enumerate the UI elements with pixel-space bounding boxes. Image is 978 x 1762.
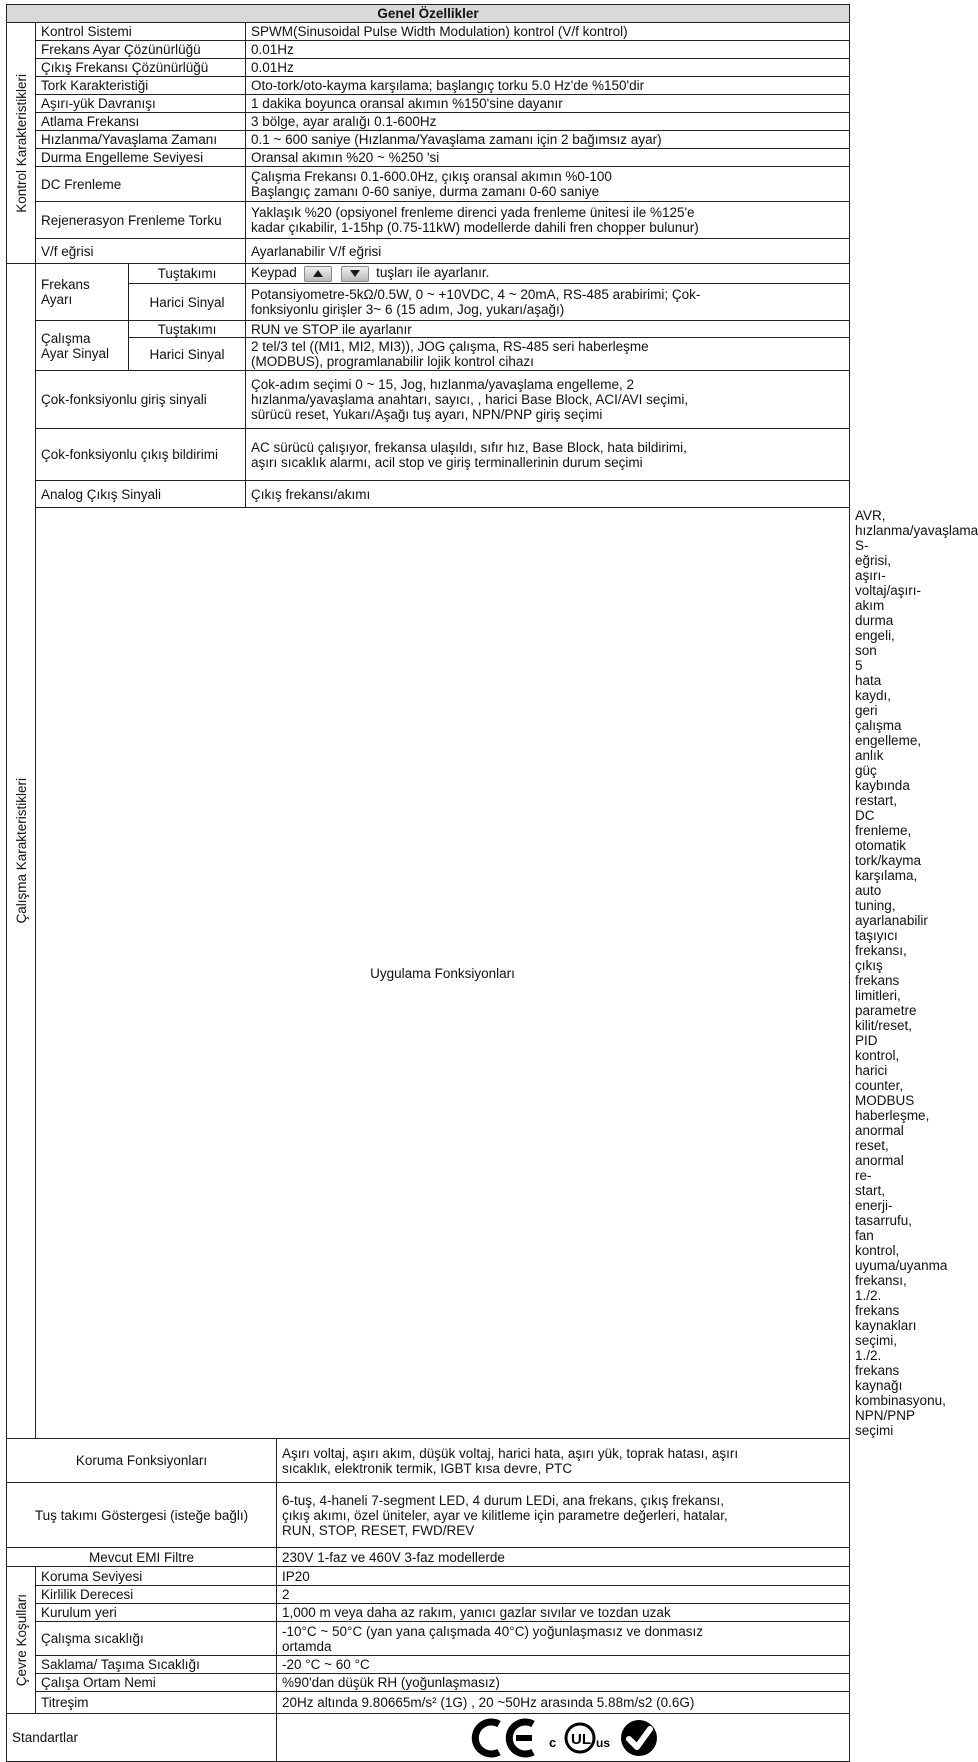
row-value: 0.1 ~ 600 saniye (Hızlanma/Yavaşlama zamanı için 2 bağımsız ayar) [246, 131, 850, 149]
row-value: 0.01Hz [246, 41, 850, 59]
general-specs-table: Genel Özellikler Kontrol Karakteristikleri Kontrol Sistemi SPWM(Sinusoidal Pulse Width Modulation) kontrol (V/f kontrol) Frekans Ayar Çözünürlüğü 0.01Hz Çıkış Frekansı Çözünürlüğü 0.01Hz Tork Karakteristiği Oto-tork/oto-kayma karşılama; başlangıç torku 5.0 Hz'de %150'dir Aşırı-yük Davranışı 1 dakika boyunca oransal akımın %150'sine dayanır Atlama Frekansı 3 bölge, ayar aralığı 0.1-600Hz Hızlanma/Yavaşlama Zamanı 0.1 ~ 600 saniye (Hızlanma/Yavaşlama zamanı için 2 bağımsız ayar) Durma Engelleme Seviyesi Oransal akımın %20 ~ %250 'si DC Frenleme Çalışma Frekansı 0.1-600.0Hz, çıkış oransal akımın %0-100 Başlangıç zamanı 0-60 saniye, durma zamanı 0-60 saniye Rejenerasyon Frenleme Torku Yaklaşık %20 (opsiyonel frenleme direnci yada frenleme ünitesi ile %125'e kadar çıkabilir, 1-15hp (0.75-11kW) modellerde dahili fren chopper bulunur) V/f eğrisi Ayarlanabilir V/f eğrisi Çalışma Karakteristikleri Frekans Ayarı Tuştakımı Keypad tuşları ile ayarlanır. Harici Sinyal Potansiyometre-5kΩ/0.5W, 0 ~ +10VDC, 4 ~ 20mA, RS-485 arabirimi; Çok- fonksiyonlu girişler 3~ 6 (15 adım, Jog, yukarı/aşağı) Çalışma Ayar Sinyal Tuştakımı RUN ve STOP ile ayarlanır Harici Sinyal 2 tel/3 tel ((MI1, MI2, MI3)), JOG çalışma, RS-485 seri haberleşme (MODBUS), programlanabilir lojik kontrol cihazı Çok-fonksiyonlu giriş sinyali Çok-adım seçimi 0 ~ 15, Jog, hızlanma/yavaşlama engelleme, 2 hızlanma/yavaşlama anahtarı, sayıcı, , harici Base Block, ACI/AVI seçimi, sürücü reset, Yukarı/Aşağı tuş ayarı, NPN/PNP giriş seçimi Çok-fonksiyonlu çıkış bildirimi AC sürücü çalışıyor, frekansa ulaşıldı, sıfır hız, Base Block, hata bildirimi, aşırı sıcaklık alarmı, acil stop ve giriş terminallerinin durum seçimi Analog Çıkış Sinyali Çıkış frekansı/akımı Uygulama Fonksiyonları AVR, hızlanma/yavaşlama S-eğrisi, aşırı-voltaj/aşırı-akım durma engeli, son 5 hata kaydı, geri çalışma engelleme, anlık güç kaybında restart, DC frenleme, otomatik tork/kayma karşılama, auto tuning, ayarlanabilir taşıyıcı frekansı, çıkış frekans limitleri, parametre kilit/reset, PID kontrol, harici counter, MODBUS haberleşme, anormal reset, anormal re-start, enerji-tasarrufu, fan kontrol, uyuma/uyanma frekansı, 1./2. frekans kaynakları seçimi, 1./2. frekans kaynağı kombinasyonu, NPN/PNP seçimi Koruma Fonksiyonları Aşırı voltaj, aşırı akım, düşük voltaj, harici hata, aşırı yük, toprak hatası, aşırı sıcaklık, elektronik termik, IGBT kısa devre, PTC Tuş takımı Göstergesi (isteğe bağlı) 6-tuş, 4-haneli 7-segment LED, 4 durum LEDi, ana frekans, çıkış frekansı, çıkış akımı, özel üniteler, ayar ve kilitleme için parametre değerleri, hatalar, RUN, STOP, RESET, FWD/REV Mevcut EMI Filtre 230V 1-faz ve 460V 3-faz modellerde Çevre Koşulları Koruma Seviyesi IP20 Kirlilik Derecesi 2 Kurulum yeri 1,000 m veya daha az rakım, yanıcı gazlar sıvılar ve tozdan uzak Çalışma sıcaklığı -10°C ~ 50°C (yan yana çalışmada 40°C) yoğunlaşmasız ve donmasız ortamda Saklama/ Taşıma Sıcaklığı -20 °C ~ 60 °C Çalışa Ortam Nemi %90'dan düşük RH (yoğunlaşmasız) Titreşim 20Hz altında 9.80665m/s² (1G) , 20 ~50Hz arasında 5.88m/s2 (0.6G) Standartlar c UL us [6, 4, 850, 1762]
row-value: 2 [277, 1586, 850, 1604]
keypad-text: Keypad [251, 265, 297, 281]
calisma-ayar-label: Çalışma Ayar Sinyal [36, 321, 129, 371]
standartlar-value [277, 1714, 850, 1762]
tus-takimi-value: 6-tuş, 4-haneli 7-segment LED, 4 durum LEDi, ana frekans, çıkış frekansı, çıkış akımı, özel üniteler, ayar ve kilitleme için parametre değerleri, hatalar, RUN, STOP, RESET, FWD/REV [277, 1483, 850, 1548]
harici-sinyal-label: Harici Sinyal [129, 338, 246, 371]
svg-text:UL: UL [571, 1730, 592, 1748]
group-kontrol: Kontrol Karakteristikleri [7, 23, 36, 264]
row-label: Koruma Seviyesi [36, 1567, 277, 1586]
row-label: Rejenerasyon Frenleme Torku [36, 202, 246, 239]
tustakimi-label: Tuştakımı [129, 264, 246, 284]
row-label: Atlama Frekansı [36, 113, 246, 131]
row-value: 3 bölge, ayar aralığı 0.1-600Hz [246, 113, 850, 131]
value-line: Çalışma Frekansı 0.1-600.0Hz, çıkış oransal akımın %0-100 [251, 169, 612, 184]
cok-giris-value: Çok-adım seçimi 0 ~ 15, Jog, hızlanma/yavaşlama engelleme, 2 hızlanma/yavaşlama anahtarı, sayıcı, , harici Base Block, ACI/AVI seçimi, sürücü reset, Yukarı/Aşağı tuş ayarı, NPN/PNP giriş seçimi [246, 371, 850, 429]
row-label: Tork Karakteristiği [36, 77, 246, 95]
value-line: kadar çıkabilir, 1-15hp (0.75-11kW) modellerde dahili fren chopper bulunur) [251, 220, 699, 235]
cok-cikis-value: AC sürücü çalışıyor, frekansa ulaşıldı, sıfır hız, Base Block, hata bildirimi, aşırı sıcaklık alarmı, acil stop ve giriş terminallerinin durum seçimi [246, 429, 850, 481]
row-value: 0.01Hz [246, 59, 850, 77]
frekans-keypad-value [246, 264, 850, 284]
frekans-harici-value: Potansiyometre-5kΩ/0.5W, 0 ~ +10VDC, 4 ~ 20mA, RS-485 arabirimi; Çok- fonksiyonlu girişler 3~ 6 (15 adım, Jog, yukarı/aşağı) [246, 284, 850, 321]
row-label: Kontrol Sistemi [36, 23, 246, 41]
calisma-tus-value: RUN ve STOP ile ayarlanır [246, 321, 850, 338]
row-value: 20Hz altında 9.80665m/s² (1G) , 20 ~50Hz arasında 5.88m/s2 (0.6G) [277, 1692, 850, 1714]
row-label: Çıkış Frekansı Çözünürlüğü [36, 59, 246, 77]
emi-label: Mevcut EMI Filtre [7, 1548, 277, 1567]
value-line: Yaklaşık %20 (opsiyonel frenleme direnci yada frenleme ünitesi ile %125'e [251, 205, 695, 220]
row-value: Oto-tork/oto-kayma karşılama; başlangıç torku 5.0 Hz'de %150'dir [246, 77, 850, 95]
table-title: Genel Özellikler [7, 5, 850, 23]
row-label: Kurulum yeri [36, 1604, 277, 1622]
row-value: %90'dan düşük RH (yoğunlaşmasız) [277, 1674, 850, 1692]
row-value: 1 dakika boyunca oransal akımın %150'sine dayanır [246, 95, 850, 113]
up-key-icon [304, 266, 332, 282]
calisma-harici-value: 2 tel/3 tel ((MI1, MI2, MI3)), JOG çalışma, RS-485 seri haberleşme (MODBUS), programlanabilir lojik kontrol cihazı [246, 338, 850, 371]
svg-text:us: us [596, 1735, 611, 1750]
row-value: Oransal akımın %20 ~ %250 'si [246, 149, 850, 167]
row-value: -20 °C ~ 60 °C [277, 1656, 850, 1674]
koruma-value: Aşırı voltaj, aşırı akım, düşük voltaj, harici hata, aşırı yük, toprak hatası, aşırı sıcaklık, elektronik termik, IGBT kısa devre, PTC [277, 1439, 850, 1483]
svg-text:c: c [549, 1734, 557, 1750]
row-label: Titreşim [36, 1692, 277, 1714]
emi-value: 230V 1-faz ve 460V 3-faz modellerde [277, 1548, 850, 1567]
row-label: DC Frenleme [36, 167, 246, 202]
row-label: Frekans Ayar Çözünürlüğü [36, 41, 246, 59]
frekans-ayari-label: Frekans Ayarı [36, 264, 129, 321]
row-label: Aşırı-yük Davranışı [36, 95, 246, 113]
row-label: Kirlilik Derecesi [36, 1586, 277, 1604]
cul-us-mark-icon [549, 1718, 615, 1758]
tustakimi-label: Tuştakımı [129, 321, 246, 338]
cok-cikis-label: Çok-fonksiyonlu çıkış bildirimi [36, 429, 246, 481]
row-value [246, 167, 850, 202]
down-key-icon [341, 266, 369, 282]
group-cevre: Çevre Koşulları [7, 1567, 36, 1714]
uygulama-label: Uygulama Fonksiyonları [36, 508, 850, 1439]
value-line: Başlangıç zamanı 0-60 saniye, durma zamanı 0-60 saniye [251, 184, 600, 199]
keypad-text-after: tuşları ile ayarlanır. [376, 265, 490, 281]
row-label: Hızlanma/Yavaşlama Zamanı [36, 131, 246, 149]
row-label: Durma Engelleme Seviyesi [36, 149, 246, 167]
ce-mark-icon [467, 1718, 541, 1758]
row-value: -10°C ~ 50°C (yan yana çalışmada 40°C) yoğunlaşmasız ve donmasız ortamda [277, 1622, 850, 1656]
harici-sinyal-label: Harici Sinyal [129, 284, 246, 321]
row-value: 1,000 m veya daha az rakım, yanıcı gazlar sıvılar ve tozdan uzak [277, 1604, 850, 1622]
tus-takimi-label: Tuş takımı Göstergesi (isteğe bağlı) [7, 1483, 277, 1548]
row-label: Çalışa Ortam Nemi [36, 1674, 277, 1692]
cok-giris-label: Çok-fonksiyonlu giriş sinyali [36, 371, 246, 429]
row-label: Çalışma sıcaklığı [36, 1622, 277, 1656]
row-label: V/f eğrisi [36, 239, 246, 264]
analog-value: Çıkış frekansı/akımı [246, 481, 850, 508]
analog-label: Analog Çıkış Sinyali [36, 481, 246, 508]
group-calisma: Çalışma Karakteristikleri [7, 264, 36, 1439]
row-value: Ayarlanabilir V/f eğrisi [246, 239, 850, 264]
row-label: Saklama/ Taşıma Sıcaklığı [36, 1656, 277, 1674]
row-value: SPWM(Sinusoidal Pulse Width Modulation) kontrol (V/f kontrol) [246, 23, 850, 41]
row-value [246, 202, 850, 239]
row-value: IP20 [277, 1567, 850, 1586]
checkmark-certification-icon [619, 1718, 659, 1758]
standartlar-label: Standartlar [7, 1714, 277, 1762]
koruma-label: Koruma Fonksiyonları [7, 1439, 277, 1483]
